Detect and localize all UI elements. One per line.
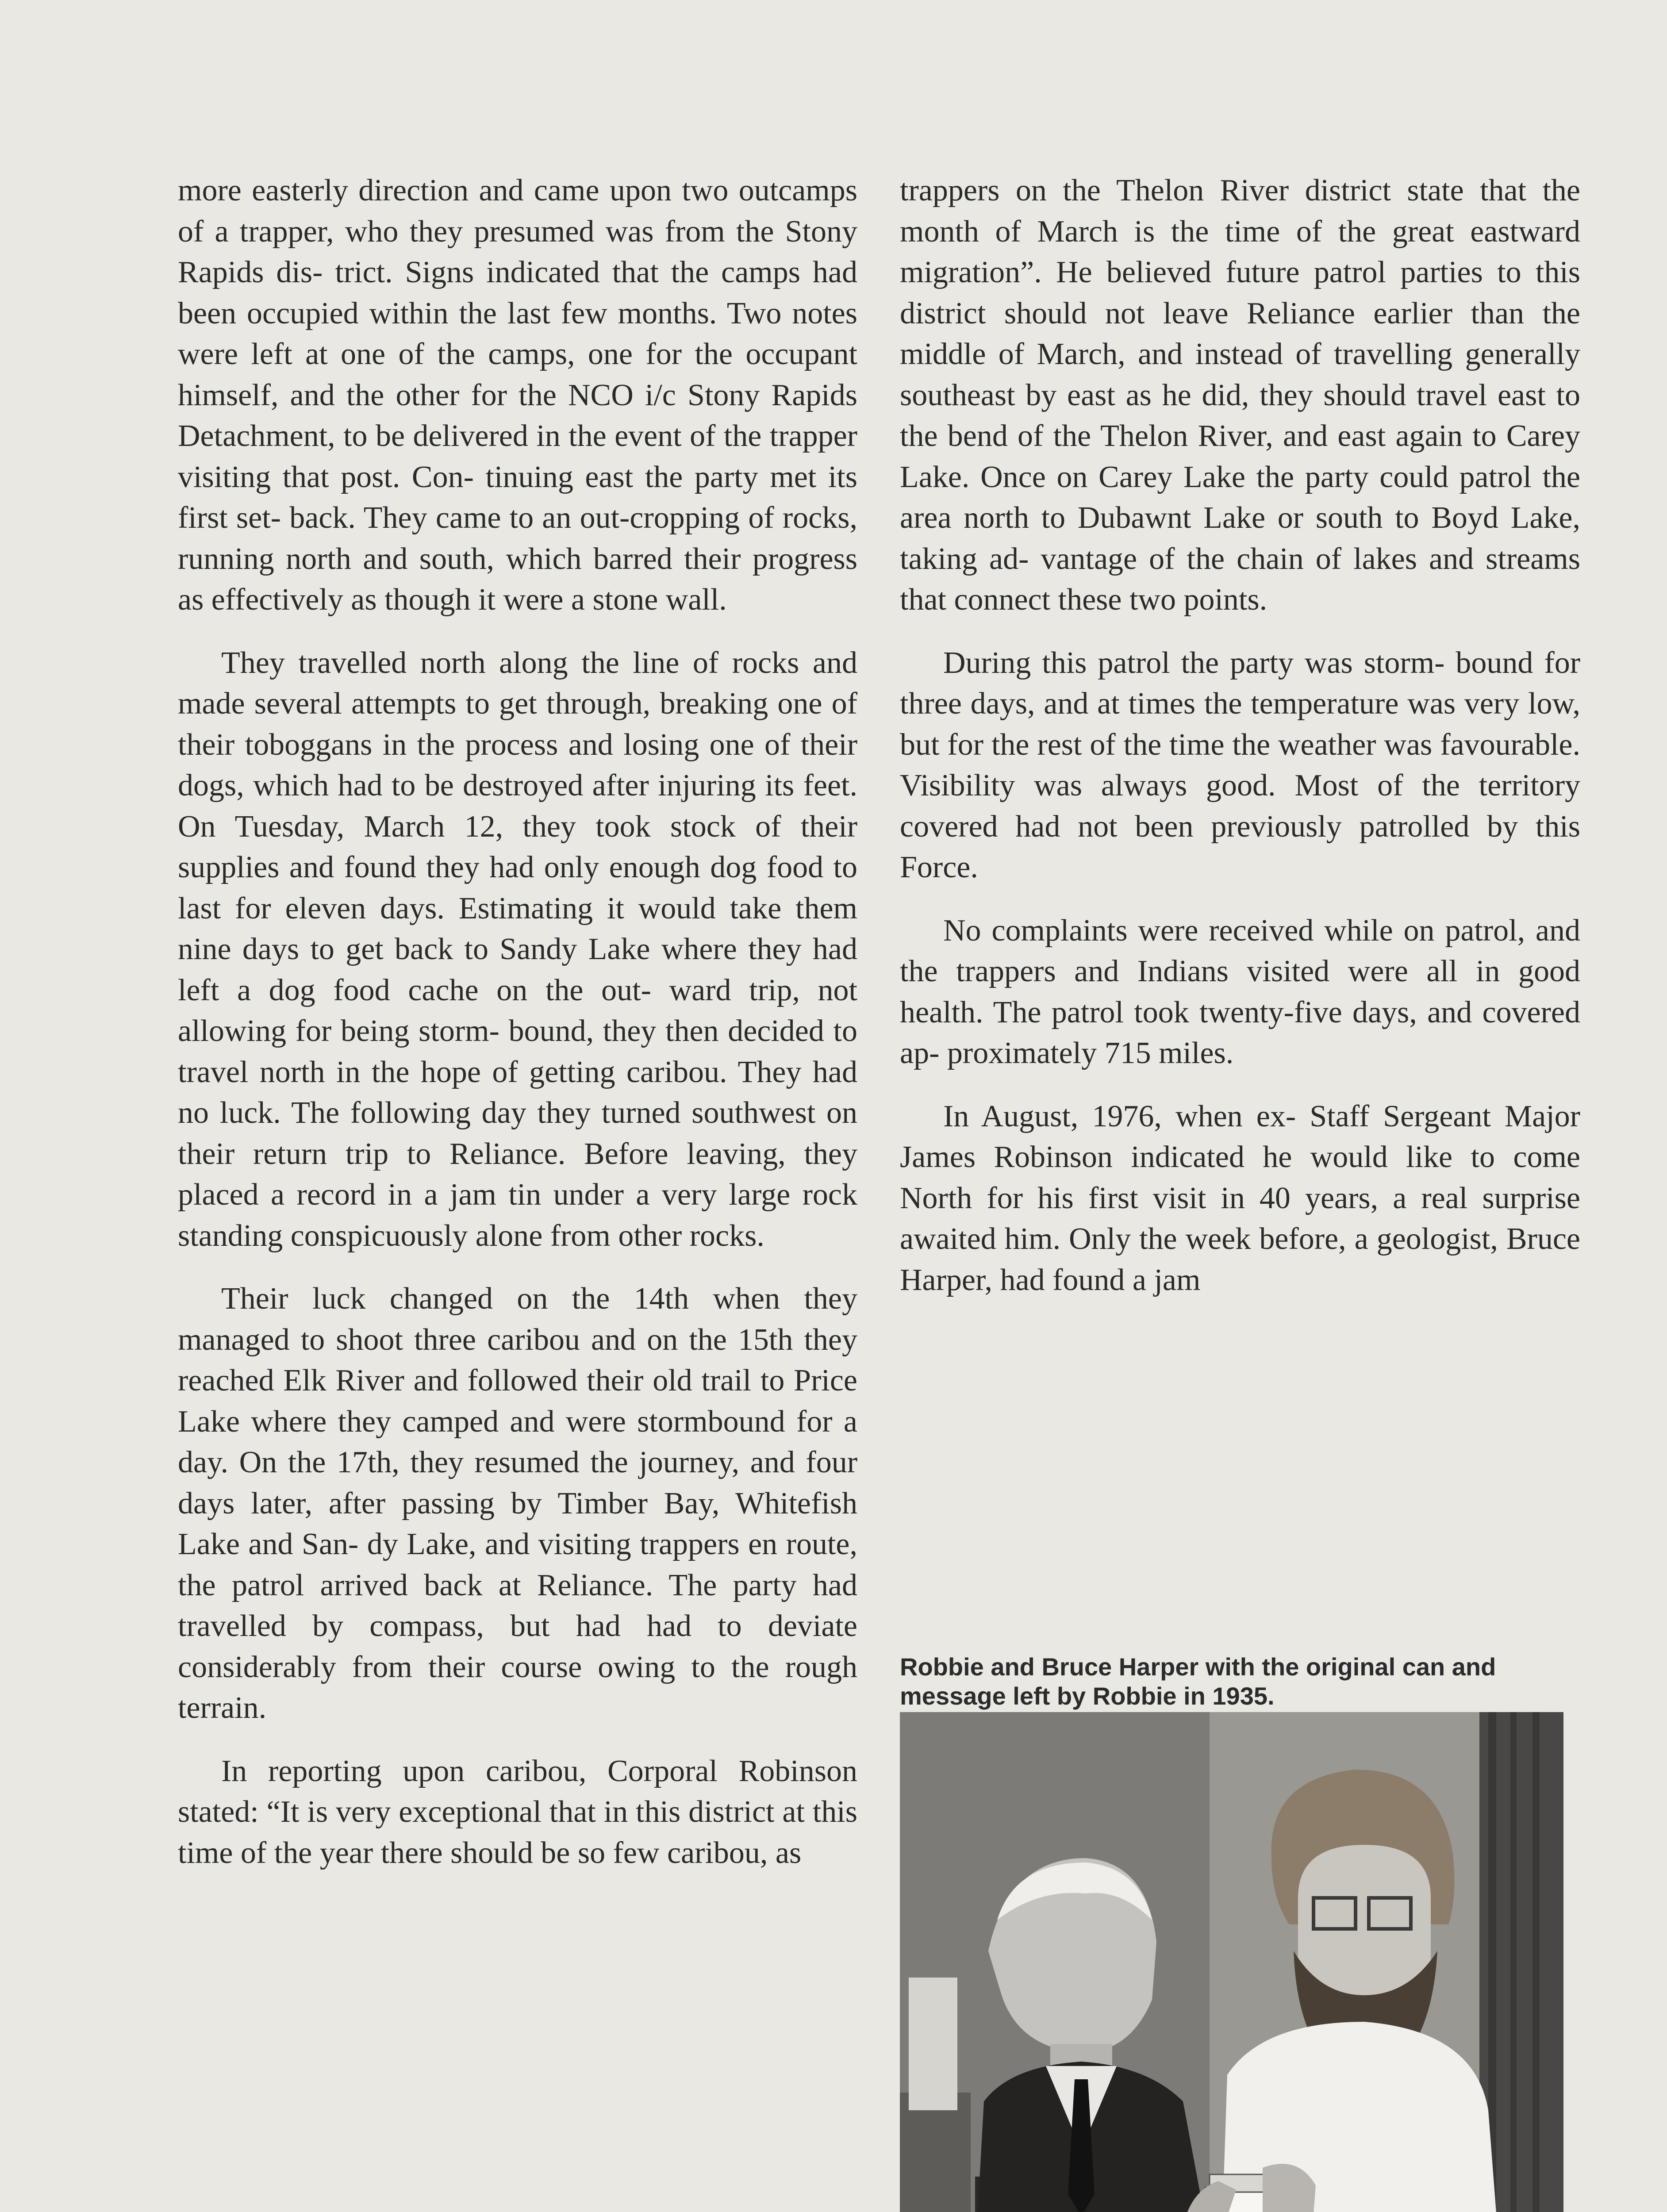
photo-caption: Robbie and Bruce Harper with the original can and message left by Robbie in 1935. <box>900 1653 1496 1710</box>
right-text-column <box>900 170 1580 1301</box>
photograph <box>900 1712 1563 2212</box>
left-text-column <box>178 170 857 1874</box>
body-paragraph: Their luck changed on the 14th when they managed to shoot three caribou and on the 15th they reached Elk River and followed their old trail to Price Lake where they camped and were stormbound for a day. On the 17th, they resumed the journey, and four days later, after passing by Timber Bay, Whitefish Lake and San- dy Lake, and visiting trappers en route, the patrol arrived back at Reliance. The party had travelled by compass, but had had to deviate considerably from their course owing to the rough terrain. <box>178 1282 857 1725</box>
body-paragraph: No complaints were received while on patrol, and the trappers and Indians visited were all in good health. The patrol took twenty-five days, and covered ap- proximately 715 miles. <box>900 913 1580 1070</box>
body-paragraph: trappers on the Thelon River district state that the month of March is the time of the great eastward migration”. He believed future patrol parties to this district should not leave Reliance earlier than the middle of March, and instead of travelling generally southeast by east as he did, they should travel east to the bend of the Thelon River, and east again to Carey Lake. Once on Carey Lake the party could patrol the area north to Dubawnt Lake or south to Boyd Lake, taking ad- vantage of the chain of lakes and streams that connect these two points. <box>900 173 1580 617</box>
body-paragraph: more easterly direction and came upon two outcamps of a trapper, who they presumed was from the Stony Rapids dis- trict. Signs indicated that the camps had been occupied within the last few months. Two notes were left at one of the camps, one for the occupant himself, and the other for the NCO i/c Stony Rapids Detachment, to be delivered in the event of the trapper visiting that post. Con- tinuing east the party met its first set- back. They came to an out-cropping of rocks, running north and south, which barred their progress as effectively as though it were a stone wall. <box>178 173 857 617</box>
body-paragraph: In reporting upon caribou, Corporal Robinson stated: “It is very exceptional that in this district at this time of the year there should be so few caribou, as <box>178 1754 857 1870</box>
photo-illustration <box>900 1712 1563 2212</box>
body-paragraph: In August, 1976, when ex- Staff Sergeant Major James Robinson indicated he would like to come North for his first visit in 40 years, a real surprise awaited him. Only the week before, a geologist, Bruce Harper, had found a jam <box>900 1099 1580 1297</box>
body-paragraph: During this patrol the party was storm- bound for three days, and at times the temperature was very low, but for the rest of the time the weather was favourable. Visibility was always good. Most of the territory covered had not been previously patrolled by this Force. <box>900 645 1580 884</box>
body-paragraph: They travelled north along the line of rocks and made several attempts to get through, breaking one of their toboggans in the process and losing one of their dogs, which had to be destroyed after injuring its feet. On Tuesday, March 12, they took stock of their supplies and found they had only enough dog food to last for eleven days. Estimating it would take them nine days to get back to Sandy Lake where they had left a dog food cache on the out- ward trip, not allowing for being storm- bound, they then decided to travel north in the hope of getting caribou. They had no luck. The following day they turned southwest on their return trip to Reliance. Before leaving, they placed a record in a jam tin under a very large rock standing conspicuously alone from other rocks. <box>178 645 857 1253</box>
